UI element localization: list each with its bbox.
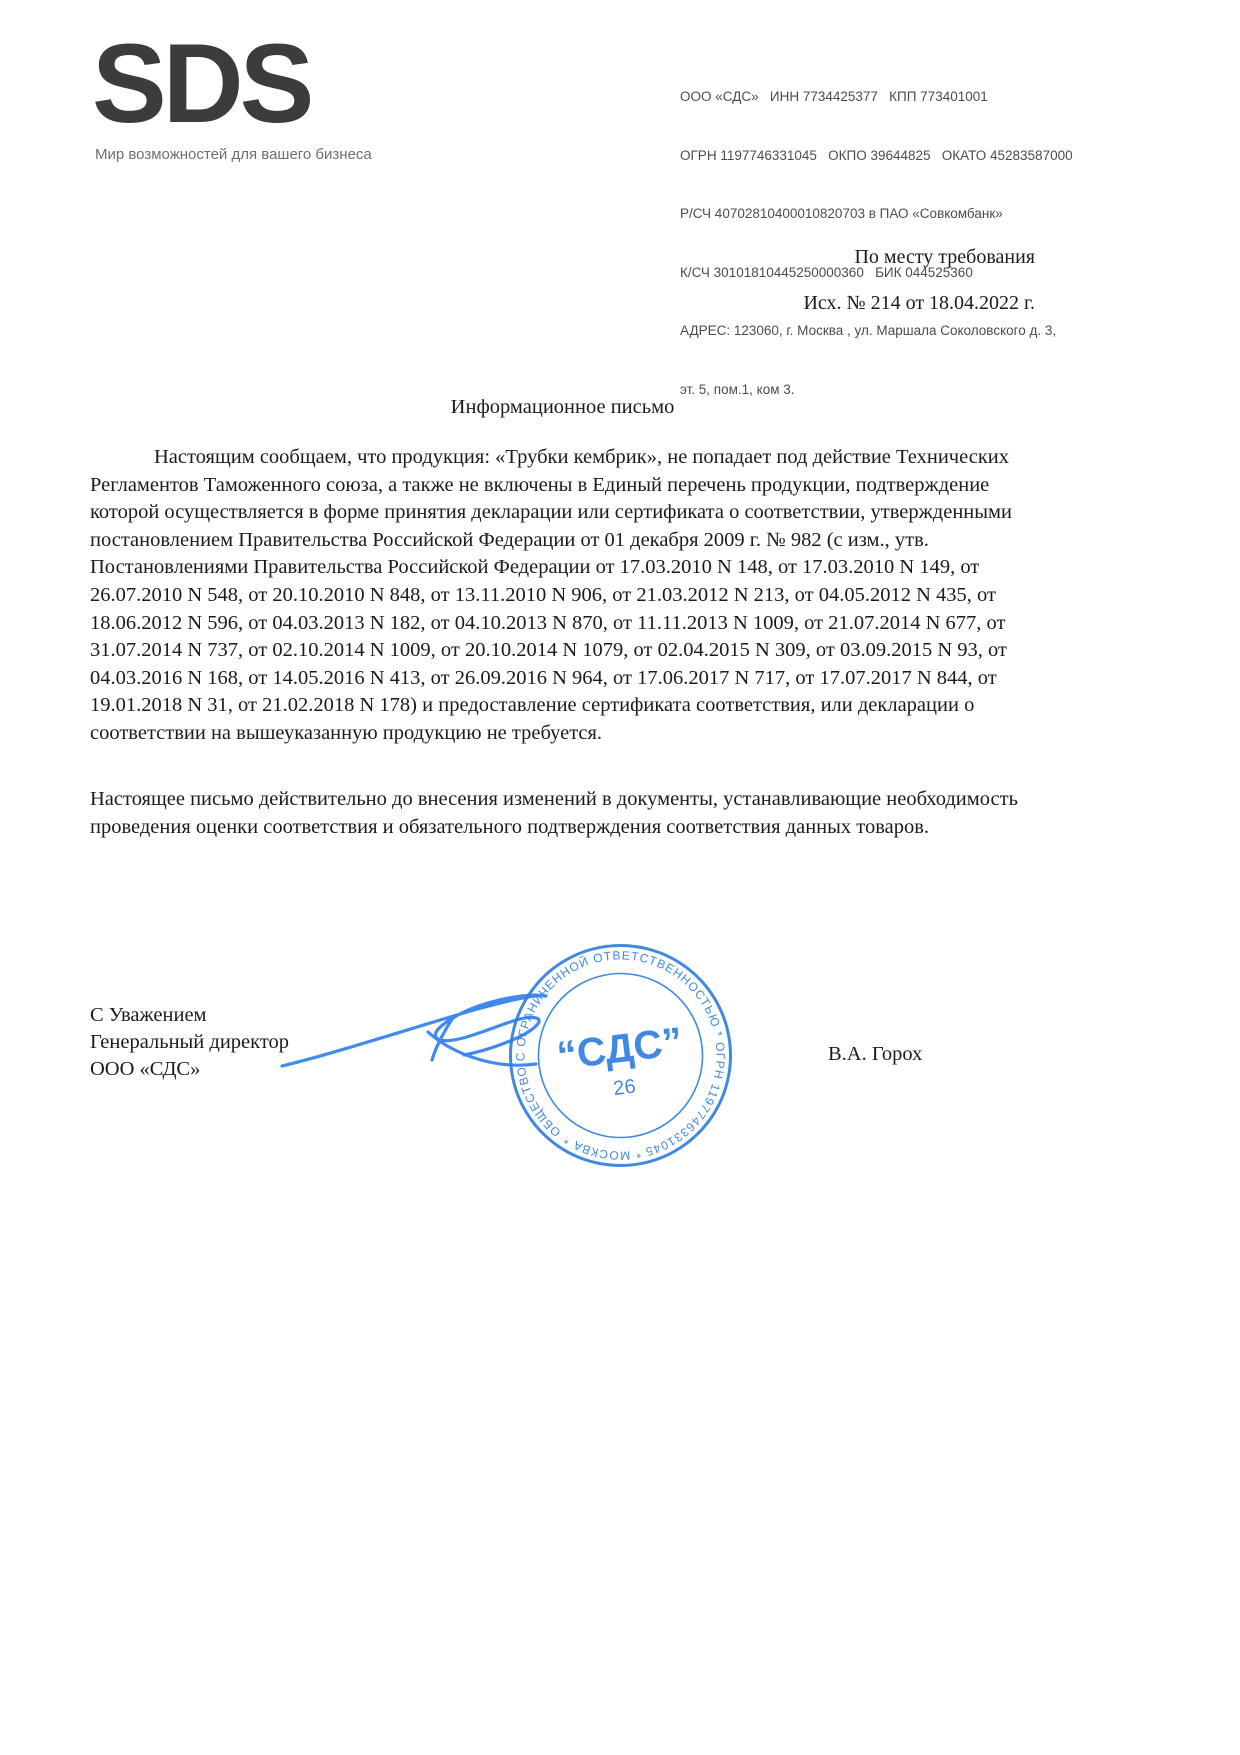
company-details-line: К/СЧ 30101810445250000360 БИК 044525360 — [680, 264, 973, 280]
stamp-center-text: “СДС” — [554, 1019, 685, 1079]
company-details-line: эт. 5, пом.1, ком 3. — [680, 381, 795, 397]
company-details-line: ООО «СДС» ИНН 7734425377 КПП 773401001 — [680, 89, 988, 104]
closing-block — [90, 1002, 289, 1083]
closing-line: Генеральный директор — [90, 1031, 290, 1053]
company-tagline: Мир возможностей для вашего бизнеса — [95, 146, 372, 163]
letter-paragraph-1: Настоящим сообщаем, что продукция: «Трубки кембрик», не попадает под действие Технических Регламентов Таможенного союза, а также не включены в Единый перечень продукции, подтверждение которой осуществляется в форме принятия декларации или сертификата о соответствии, утвержденными постановлением Правительства Российской Федерации от 01 декабря 2009 г. № 982 (с изм., утв. Постановлениями Правительства Российской Федерации от 17.03.2010 N 148, от 17.03.2010 N 149, от 26.07.2010 N 548, от 20.10.2010 N 848, от 13.11.2010 N 906, от 21.03.2012 N 213, от 04.05.2012 N 435, от 18.06.2012 N 596, от 04.03.2013 N 182, от 04.10.2013 N 870, от 11.11.2013 N 1009, от 21.07.2014 N 677, от 31.07.2014 N 737, от 02.10.2014 N 1009, от 20.10.2014 N 1079, от 02.04.2015 N 309, от 03.09.2015 N 93, от 04.03.2016 N 168, от 14.05.2016 N 413, от 26.09.2016 N 964, от 17.06.2017 N 717, от 17.07.2017 N 844, от 19.01.2018 N 31, от 21.02.2018 N 178) и предоставление сертификата соответствия, или декларации о соответствии на вышеуказанную продукцию не требуется. — [90, 446, 1012, 744]
company-logo: SDS — [92, 21, 311, 146]
company-details — [680, 48, 1073, 438]
stamp-ring-text: ОБЩЕСТВО С ОГРАНИЧЕННОЙ ОТВЕТСТВЕННОСТЬЮ * ОГРН 1197746331045 * МОСКВА * — [513, 948, 728, 1163]
recipient-line: По месту требования — [854, 246, 1035, 268]
letter-paragraph-2: Настоящее письмо действительно до внесения изменений в документы, устанавливающие необходимость проведения оценки соответствия и обязательного подтверждения соответствия данных товаров. — [90, 788, 1018, 838]
letter-title: Информационное письмо — [450, 396, 675, 418]
signer-name: В.А. Горох — [828, 1043, 923, 1065]
stamp-number: 26 — [612, 1075, 637, 1101]
closing-line: ООО «СДС» — [90, 1058, 201, 1080]
reference-number: Исх. № 214 от 18.04.2022 г. — [803, 292, 1035, 314]
closing-line: С Уважением — [90, 1004, 207, 1026]
company-details-line: ОГРН 1197746331045 ОКПО 39644825 ОКАТО 45283587000 — [680, 147, 1073, 163]
company-details-line: Р/СЧ 40702810400010820703 в ПАО «Совкомбанк» — [680, 206, 1003, 221]
company-stamp — [490, 925, 752, 1187]
company-details-line: АДРЕС: 123060, г. Москва , ул. Маршала Соколовского д. 3, — [680, 323, 1057, 338]
